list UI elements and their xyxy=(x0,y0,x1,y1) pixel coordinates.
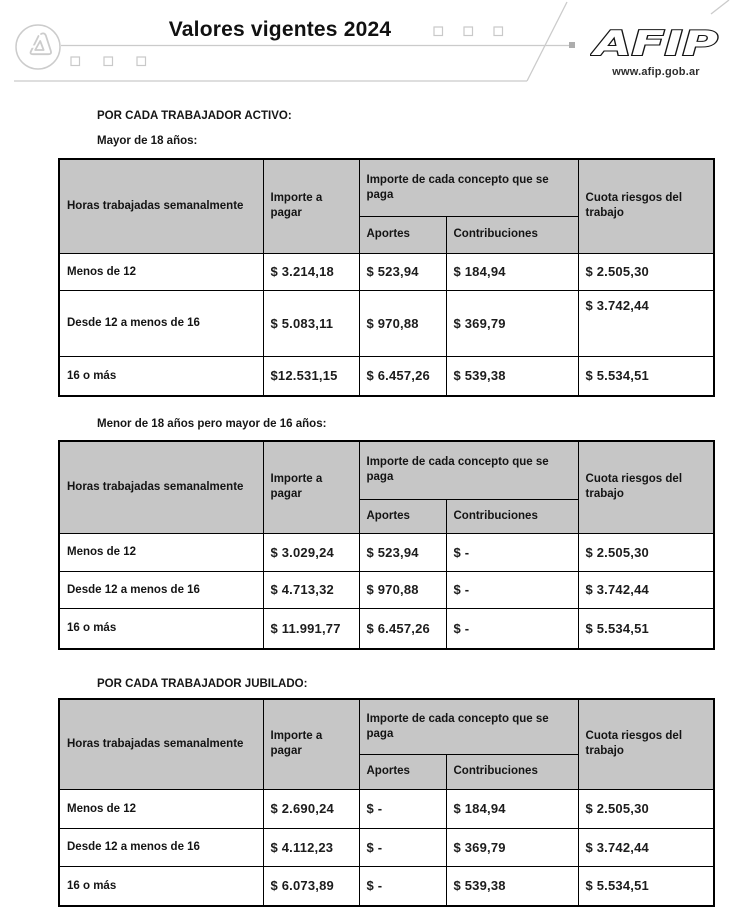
value-cell: $ 184,94 xyxy=(446,789,578,828)
value-cell: $ 2.505,30 xyxy=(578,533,714,571)
column-header-aportes: Aportes xyxy=(359,216,446,253)
column-header-importe: Importe a pagar xyxy=(263,699,359,789)
value-cell: $ 5.083,11 xyxy=(263,290,359,356)
value-cell: $ 5.534,51 xyxy=(578,866,714,906)
row-label-cell: 16 o más xyxy=(59,866,263,906)
column-header-contribuciones: Contribuciones xyxy=(446,499,578,533)
table-header-row xyxy=(59,699,714,754)
page-title: Valores vigentes 2024 xyxy=(168,18,392,41)
column-header-importe: Importe a pagar xyxy=(263,441,359,533)
value-cell: $ - xyxy=(446,533,578,571)
row-label-cell: Menos de 12 xyxy=(59,533,263,571)
value-cell: $ - xyxy=(446,608,578,649)
row-label-cell: Desde 12 a menos de 16 xyxy=(59,290,263,356)
column-header-cuota: Cuota riesgos del trabajo xyxy=(578,699,714,789)
column-header-aportes: Aportes xyxy=(359,499,446,533)
table-activo-menor-18 xyxy=(58,440,713,650)
table-row xyxy=(59,253,714,290)
afip-circle-logo-icon xyxy=(16,25,60,69)
value-cell: $ 369,79 xyxy=(446,828,578,866)
table-row xyxy=(59,866,714,906)
value-cell: $ 970,88 xyxy=(359,571,446,608)
column-header-concept: Importe de cada concepto que se paga xyxy=(359,441,578,499)
value-cell: $ 2.690,24 xyxy=(263,789,359,828)
value-cell: $ 3.214,18 xyxy=(263,253,359,290)
row-label-cell: Menos de 12 xyxy=(59,789,263,828)
value-cell: $ 3.029,24 xyxy=(263,533,359,571)
table-row xyxy=(59,828,714,866)
value-cell: $ 369,79 xyxy=(446,290,578,356)
column-header-hours: Horas trabajadas semanalmente xyxy=(59,159,263,253)
afip-brand xyxy=(590,22,722,78)
value-cell: $ 5.534,51 xyxy=(578,356,714,396)
afip-website: www.afip.gob.ar xyxy=(612,66,700,78)
column-header-importe: Importe a pagar xyxy=(263,159,359,253)
section-subheading-menor-18: Menor de 18 años pero mayor de 16 años: xyxy=(97,418,327,430)
value-cell: $ 4.713,32 xyxy=(263,571,359,608)
value-cell: $ 4.112,23 xyxy=(263,828,359,866)
row-label-cell: Menos de 12 xyxy=(59,253,263,290)
value-cell: $ 539,38 xyxy=(446,866,578,906)
value-cell: $ 539,38 xyxy=(446,356,578,396)
value-cell: $ - xyxy=(446,571,578,608)
value-cell: $ 6.073,89 xyxy=(263,866,359,906)
row-label-cell: 16 o más xyxy=(59,608,263,649)
afip-wordmark: AFIP xyxy=(590,24,719,64)
row-label-cell: 16 o más xyxy=(59,356,263,396)
value-cell: $ 3.742,44 xyxy=(578,828,714,866)
table-row xyxy=(59,356,714,396)
value-cell: $ 2.505,30 xyxy=(578,789,714,828)
row-label-cell: Desde 12 a menos de 16 xyxy=(59,571,263,608)
value-cell: $ 2.505,30 xyxy=(578,253,714,290)
table-row xyxy=(59,533,714,571)
value-cell: $ - xyxy=(359,828,446,866)
value-cell: $12.531,15 xyxy=(263,356,359,396)
section-subheading-mayor-18: Mayor de 18 años: xyxy=(97,135,198,147)
line-end-dot xyxy=(569,42,575,48)
table-header-row xyxy=(59,441,714,499)
page-header xyxy=(0,0,730,96)
value-cell: $ 6.457,26 xyxy=(359,608,446,649)
value-cell: $ 3.742,44 xyxy=(578,571,714,608)
column-header-hours: Horas trabajadas semanalmente xyxy=(59,699,263,789)
column-header-concept: Importe de cada concepto que se paga xyxy=(359,159,578,216)
table-header-row xyxy=(59,159,714,216)
value-cell: $ 6.457,26 xyxy=(359,356,446,396)
afip-wordmark-icon xyxy=(590,22,722,64)
table-row xyxy=(59,571,714,608)
value-cell: $ - xyxy=(359,789,446,828)
value-cell: $ 5.534,51 xyxy=(578,608,714,649)
value-cell: $ 523,94 xyxy=(359,253,446,290)
section-heading-jubilado: POR CADA TRABAJADOR JUBILADO: xyxy=(97,678,308,690)
value-cell: $ 3.742,44 xyxy=(578,290,714,356)
table-activo-mayor-18 xyxy=(58,158,713,397)
table-jubilado xyxy=(58,698,713,907)
column-header-concept: Importe de cada concepto que se paga xyxy=(359,699,578,754)
table-row xyxy=(59,789,714,828)
column-header-cuota: Cuota riesgos del trabajo xyxy=(578,159,714,253)
column-header-contribuciones: Contribuciones xyxy=(446,754,578,789)
value-cell: $ 970,88 xyxy=(359,290,446,356)
value-cell: $ - xyxy=(359,866,446,906)
row-label-cell: Desde 12 a menos de 16 xyxy=(59,828,263,866)
column-header-aportes: Aportes xyxy=(359,754,446,789)
column-header-cuota: Cuota riesgos del trabajo xyxy=(578,441,714,533)
value-cell: $ 184,94 xyxy=(446,253,578,290)
table-row xyxy=(59,290,714,356)
table-row xyxy=(59,608,714,649)
value-cell: $ 523,94 xyxy=(359,533,446,571)
column-header-contribuciones: Contribuciones xyxy=(446,216,578,253)
column-header-hours: Horas trabajadas semanalmente xyxy=(59,441,263,533)
value-cell: $ 11.991,77 xyxy=(263,608,359,649)
section-heading-activo: POR CADA TRABAJADOR ACTIVO: xyxy=(97,110,292,122)
